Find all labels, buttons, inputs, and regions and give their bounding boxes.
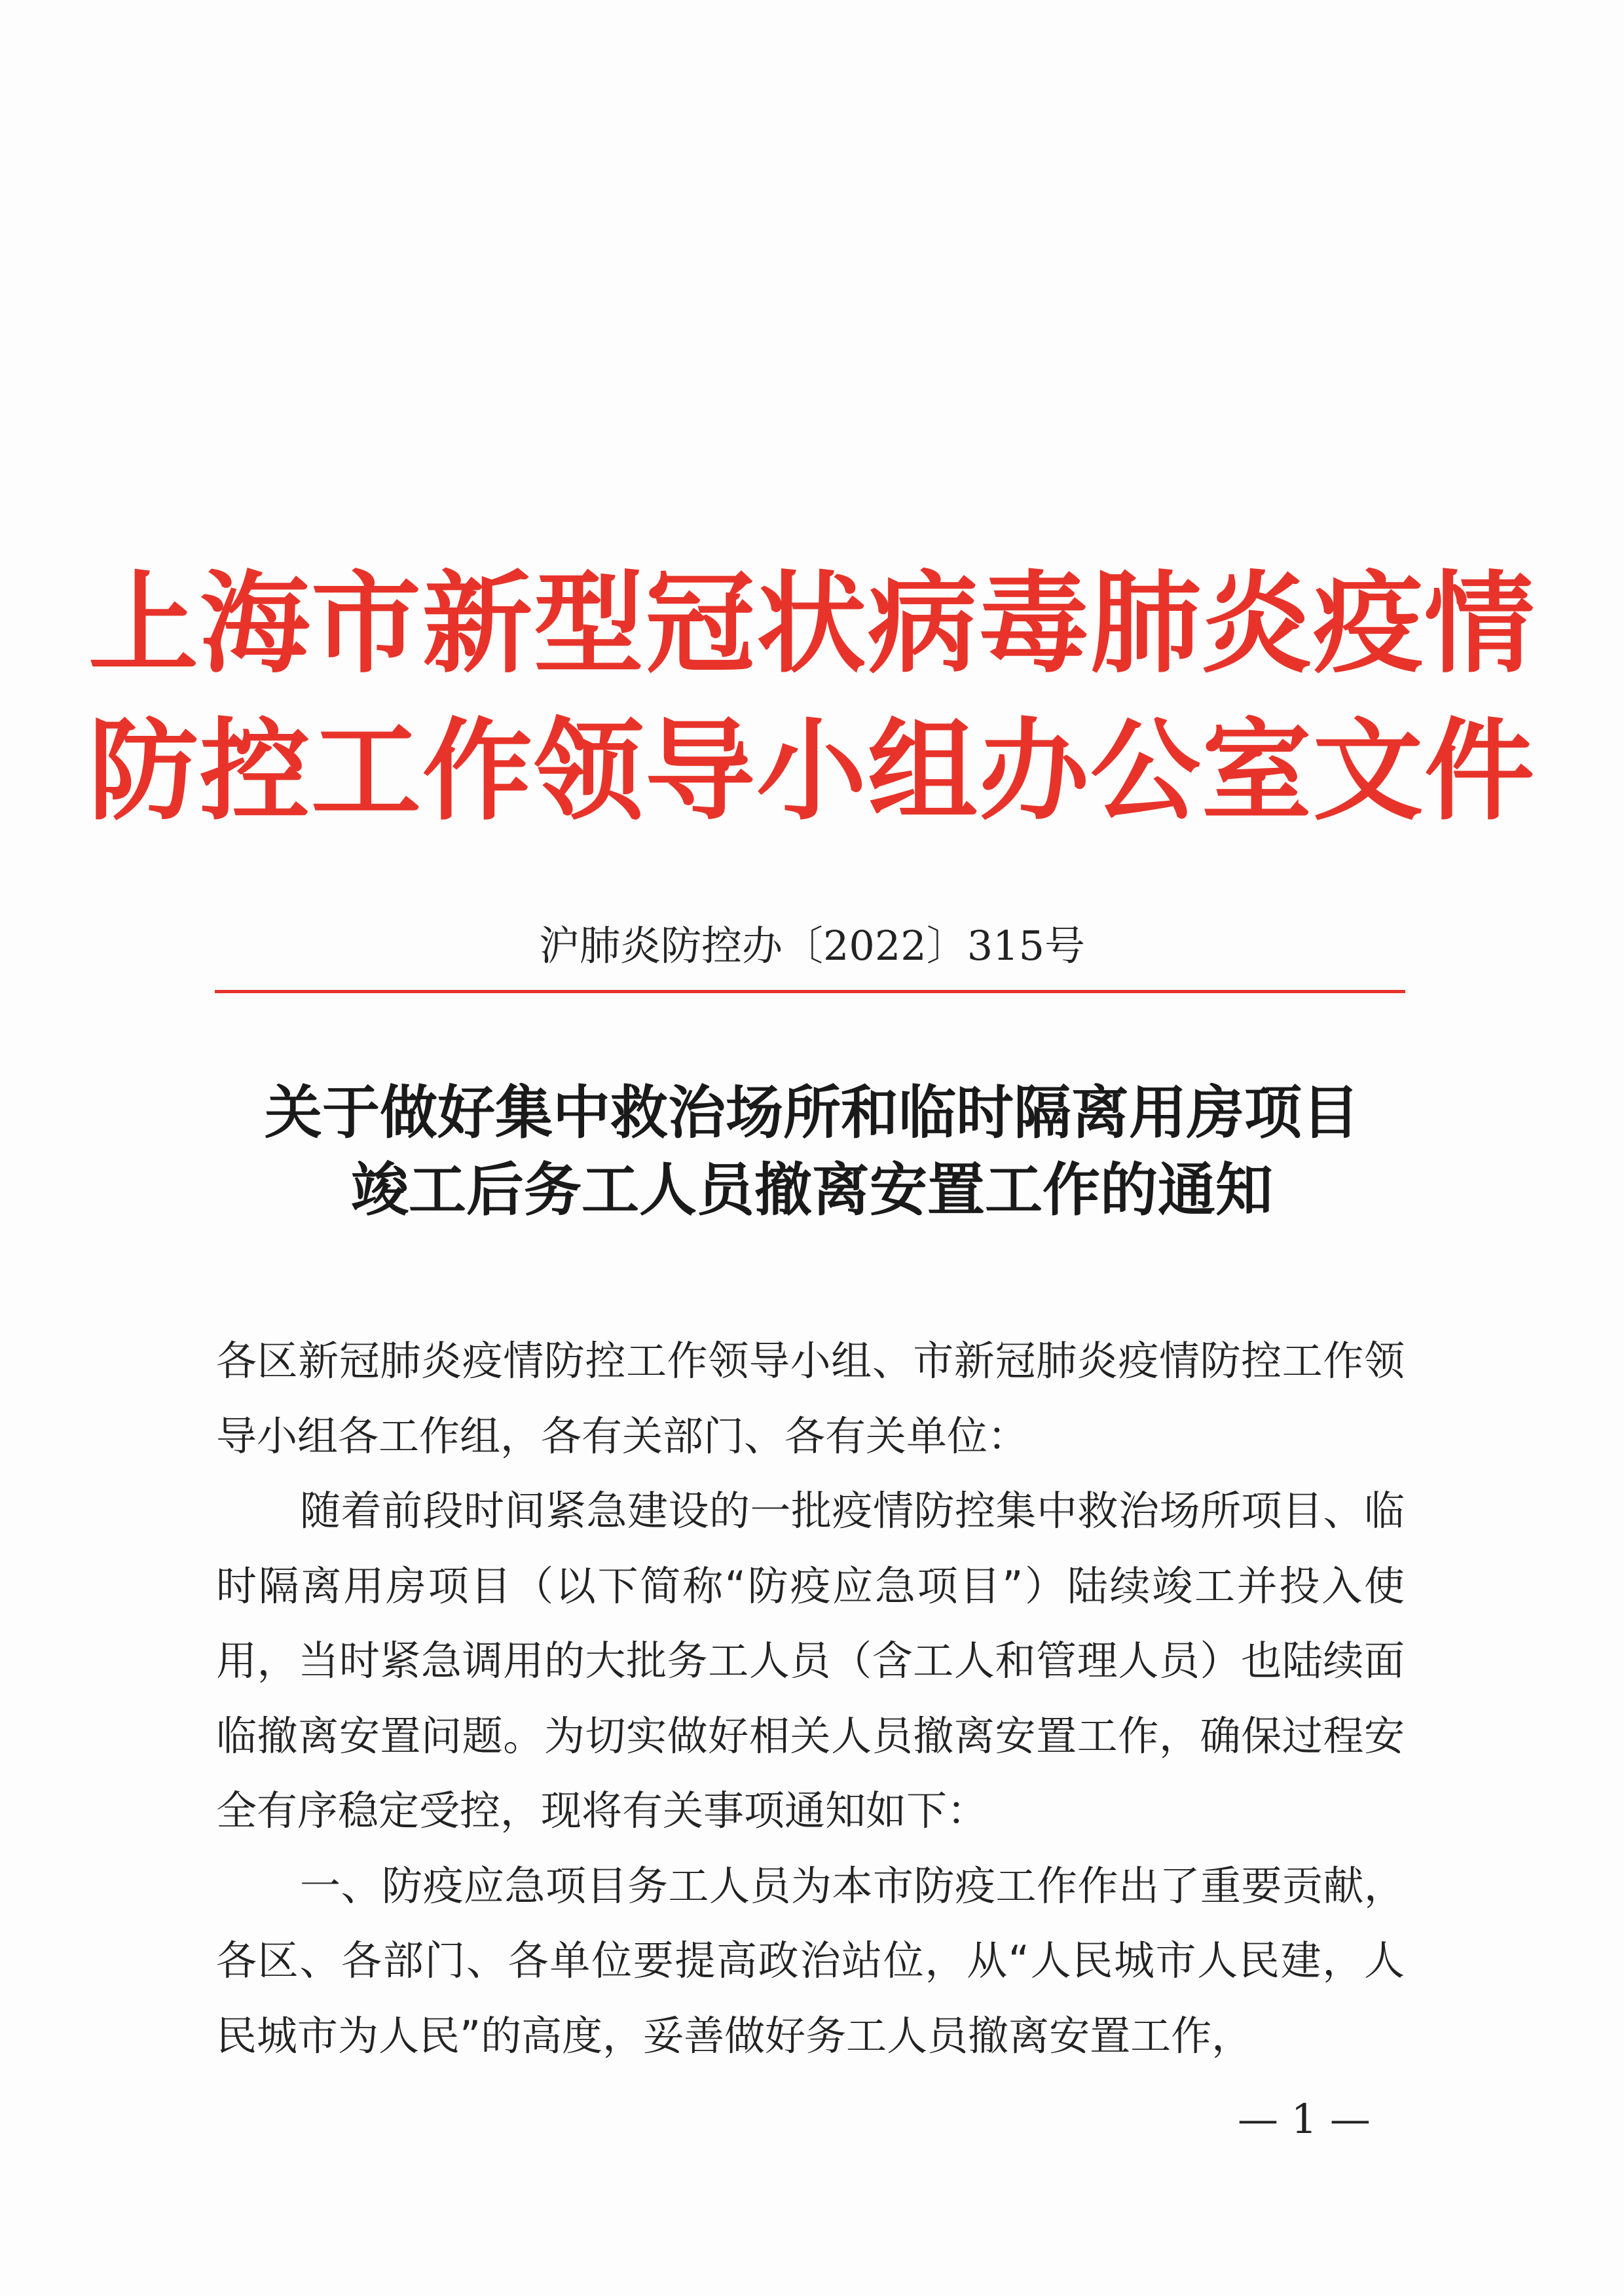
page-number: — 1 — bbox=[1238, 2095, 1371, 2143]
document-number: 沪肺炎防控办〔2022〕315号 bbox=[538, 922, 1086, 970]
title-line-1: 关于做好集中救治场所和临时隔离用房项目 bbox=[264, 1078, 1359, 1146]
title-line-2: 竣工后务工人员撤离安置工作的通知 bbox=[350, 1156, 1273, 1224]
masthead bbox=[0, 550, 1624, 845]
masthead-line-2: 防控工作领导小组办公室文件 bbox=[88, 706, 1536, 835]
red-divider-line bbox=[215, 990, 1405, 993]
masthead-line-1: 上海市新型冠状病毒肺炎疫情 bbox=[88, 558, 1536, 688]
document-title bbox=[0, 1074, 1624, 1228]
body-paragraph-1: 随着前段时间紧急建设的一批疫情防控集中救治场所项目、临时隔离用房项目（以下简称“防疫应急项目”）陆续竣工并投入使用，当时紧急调用的大批务工人员（含工人和管理人员）也陆续面临撤离安置问题。为切实做好相关人员撤离安置工作，确保过程安全有序稳定受控，现将有关事项通知如下： bbox=[216, 1487, 1405, 1834]
addressee-paragraph: 各区新冠肺炎疫情防控工作领导小组、市新冠肺炎疫情防控工作领导小组各工作组，各有关部门、各有关单位： bbox=[216, 1337, 1405, 1460]
body-paragraph-2: 一、防疫应急项目务工人员为本市防疫工作作出了重要贡献，各区、各部门、各单位要提高政治站位，从“人民城市人民建，人民城市为人民”的高度，妥善做好务工人员撤离安置工作， bbox=[216, 1861, 1405, 2060]
document-body bbox=[216, 1324, 1405, 2073]
